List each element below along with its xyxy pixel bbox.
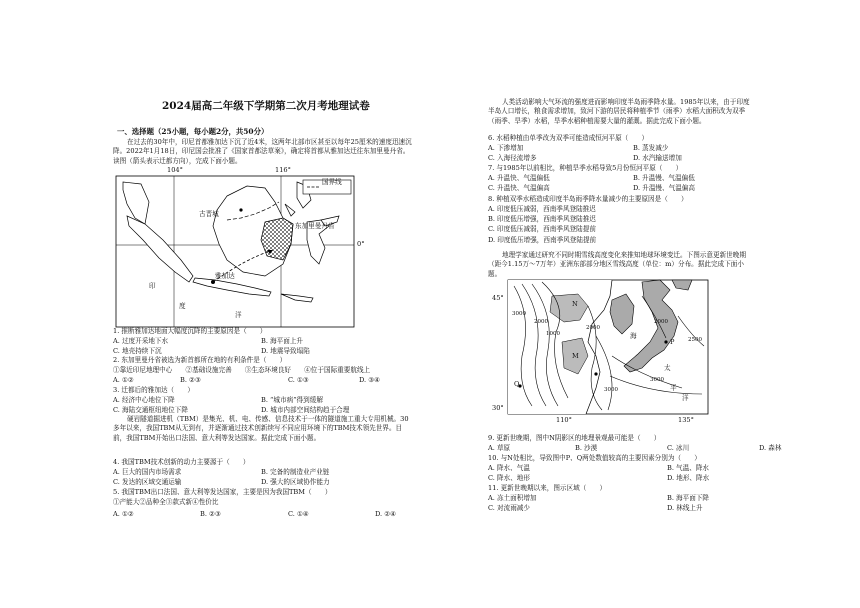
q10-option-a: A. 降水、气温	[488, 464, 530, 472]
exam-title: 2024届高二年级下学期第二次月考地理试卷	[162, 100, 370, 112]
map2-point-m: M	[572, 352, 579, 360]
q11-option-a: A. 冻土面积增加	[488, 494, 537, 502]
q3-option-d: D. 城市内部空间结构趋于合理	[261, 406, 350, 414]
q4-option-c: C. 发达的区域交通运输	[113, 478, 182, 486]
map1-lon-right: 116°	[275, 166, 291, 174]
map1-label-kuching: 古晋城	[199, 210, 219, 218]
question-3: 3. 迁都后的雅加达（ ）	[113, 386, 194, 394]
question-1: 1. 推断雅加达地面大幅度沉降的主要原因是（ ）	[113, 327, 267, 335]
map2-contour-label: 3000	[604, 387, 618, 393]
question-8: 8. 种植双季水稻造成印度半岛雨季降水量减少的主要原因是（ ）	[488, 195, 688, 203]
q2-option-b: B. ②③	[180, 376, 201, 384]
intro-paragraph-4: 地理学家通过研究不同时期雪线高度变化来推知地球环境变迁。下图示意更新世晚期（距今1.15万～7万年）亚洲东部部分地区雪线高度（单位：m）分布。据此完成下面小题。	[488, 251, 746, 278]
q1-option-c: C. 地壳持续下沉	[113, 347, 162, 355]
map2-lon-left: 110°	[556, 416, 572, 424]
map2-lat-bottom: 30°	[492, 404, 504, 412]
intro-paragraph-2: 硬岩隧道掘进机（TBM）是集光、机、电、传感、信息技术于一体的隧道施工重大专用机械。30多年以来，我国TBM从无到有，并逐渐通过技术创新续写不同应用环境下的TBM技术领先世界。目前，我国TBM开始出口法国、意大利等发达国家。据此完成下面小题。	[113, 415, 409, 442]
q3-option-b: B. “城市病”得到缓解	[261, 396, 323, 404]
map2-point-n: N	[572, 300, 578, 308]
q9-option-d: D. 森林	[759, 444, 782, 452]
q7-option-c: C. 升温快、气温偏高	[488, 184, 550, 192]
snowline-map	[492, 276, 732, 434]
question-7: 7. 与1985年以前相比，种植旱季水稻导致5月份恒河平原（ ）	[488, 164, 683, 172]
q1-option-a: A. 过度开采地下水	[113, 337, 169, 345]
q2-statements: ①靠近印尼地理中心 ②基础设施完善 ③生态环境良好 ④位于国际重要航线上	[113, 366, 371, 374]
map1-lon-left: 104°	[167, 166, 183, 174]
map2-label-hai: 海	[630, 332, 637, 340]
q10-option-b: B. 气温、降水	[667, 464, 710, 472]
question-4: 4. 我国TBM技术创新的动力主要源于（ ）	[113, 458, 250, 466]
map2-lat-top: 45°	[492, 294, 504, 302]
q3-option-a: A. 经济中心地位下降	[113, 396, 175, 404]
q7-option-a: A. 升温快、气温偏低	[488, 174, 550, 182]
q11-option-c: C. 对流雨减少	[488, 504, 530, 512]
q5-option-a: A. ①②	[113, 510, 134, 518]
q7-option-d: D. 升温慢、气温偏高	[633, 184, 695, 192]
map1-label-yin: 印	[149, 282, 156, 290]
map2-contour-label: 2000	[654, 319, 668, 325]
q6-option-b: B. 蒸发减少	[633, 144, 669, 152]
map2-label-ping: 平	[670, 384, 677, 392]
map1-label-du: 度	[179, 302, 186, 310]
map1-label-yang: 洋	[235, 311, 242, 319]
q2-option-c: C. ①③	[288, 376, 309, 384]
question-10: 10. 与N处相比，导致图中P、Q两处数值较高的主要因素分别为（ ）	[488, 454, 701, 462]
q6-option-c: C. 入海径流增多	[488, 154, 537, 162]
map2-label-yang: 洋	[682, 394, 689, 402]
q1-option-d: D. 地震导致塌陷	[261, 347, 310, 355]
q8-option-c: C. 印度低压减弱，西南季风登陆提前	[488, 225, 596, 233]
map1-label-jakarta: 雅加达	[215, 272, 235, 280]
q2-option-a: A. ①②	[113, 376, 134, 384]
q10-option-d: D. 地形、降水	[667, 474, 710, 482]
map2-label-tai: 太	[664, 364, 671, 372]
q6-option-a: A. 下渗增加	[488, 144, 524, 152]
map2-point-p: P	[670, 338, 675, 346]
q5-statements: ①产能大②品种全③款式新④性价比	[113, 498, 219, 506]
map2-contour-label: 2000	[586, 325, 600, 331]
q8-option-a: A. 印度低压减弱，西南季风登陆推迟	[488, 205, 596, 213]
q4-option-b: B. 完备的制造业产业链	[261, 468, 330, 476]
question-5: 5. 我国TBM出口法国、意大利等发达国家，主要是因为我国TBM（ ）	[113, 488, 332, 496]
q3-option-c: C. 海陆交通枢纽地位下降	[113, 406, 188, 414]
map2-contour-label: 3000	[512, 311, 526, 317]
intro-paragraph-1: 在过去的30年中，印尼首都雅加达下沉了近4米，这两年北部市区甚至以每年25厘米的速度迅速沉降。2022年1月18日，印尼国会批准了《国家首都法草案》，确定将首都从雅加达迁往东加里曼丹省。读图（箭头表示迁都方向），完成下面小题。	[113, 138, 412, 165]
map2-contour-label: 1000	[546, 331, 560, 337]
q2-option-d: D. ③④	[359, 376, 381, 384]
question-9: 9. 更新世晚期，图中N阴影区的地理景观最可能是（ ）	[488, 434, 661, 442]
map2-lon-right: 135°	[678, 416, 694, 424]
question-2: 2. 东加里曼丹省被选为新首都所在地的有利条件是（ ）	[113, 356, 287, 364]
question-6: 6. 水稻种植由单季改为双季可能造成恒河平原（ ）	[488, 134, 649, 142]
q11-option-b: B. 海平面下降	[667, 494, 710, 502]
q6-option-d: D. 水汽输送增加	[633, 154, 682, 162]
q9-option-b: B. 沙漠	[575, 444, 598, 452]
map1-label-ekalimantan: 东加里曼丹省	[295, 222, 335, 230]
map2-contour-label: 2500	[688, 337, 702, 343]
indonesia-map	[115, 166, 365, 328]
map2-contour-label: 2000	[534, 319, 548, 325]
intro-paragraph-3: 人类活动影响大气环流的强度进而影响印度半岛雨季降水量。1985年以来，由于印度半岛人口增长，粮食需求增加，致河下游的居民将种植季节（雨季）水稻大面积改为双季（雨季、旱季）水稻，旱季水稻种植需要大量的灌溉。据此完成下面小题。	[488, 98, 750, 125]
question-11: 11. 更新世晚期以来，图示区域（ ）	[488, 484, 607, 492]
q4-option-d: D. 强大的区域协作能力	[261, 478, 330, 486]
q4-option-a: A. 巨大的国内市场需求	[113, 468, 182, 476]
section-heading: 一、选择题（25小题，每小题2分，共50分）	[117, 127, 269, 136]
q5-option-d: D. ②④	[375, 510, 397, 518]
q9-option-c: C. 冰川	[667, 444, 690, 452]
q5-option-c: C. ①④	[288, 510, 309, 518]
q5-option-b: B. ②③	[200, 510, 221, 518]
map1-lat: 0°	[357, 240, 365, 248]
map2-point-q: Q	[514, 380, 520, 388]
map2-contour-label: 3000	[650, 377, 664, 383]
q11-option-d: D. 林线上升	[667, 504, 703, 512]
q8-option-b: B. 印度低压增强，西南季风登陆推迟	[488, 215, 596, 223]
q1-option-b: B. 海平面上升	[261, 337, 304, 345]
map1-legend-label: 国界线	[322, 178, 342, 186]
q9-option-a: A. 草原	[488, 444, 511, 452]
q7-option-b: B. 升温慢、气温偏低	[633, 174, 695, 182]
q8-option-d: D. 印度低压增强，西南季风登陆提前	[488, 236, 597, 244]
q10-option-c: C. 降水、地形	[488, 474, 530, 482]
